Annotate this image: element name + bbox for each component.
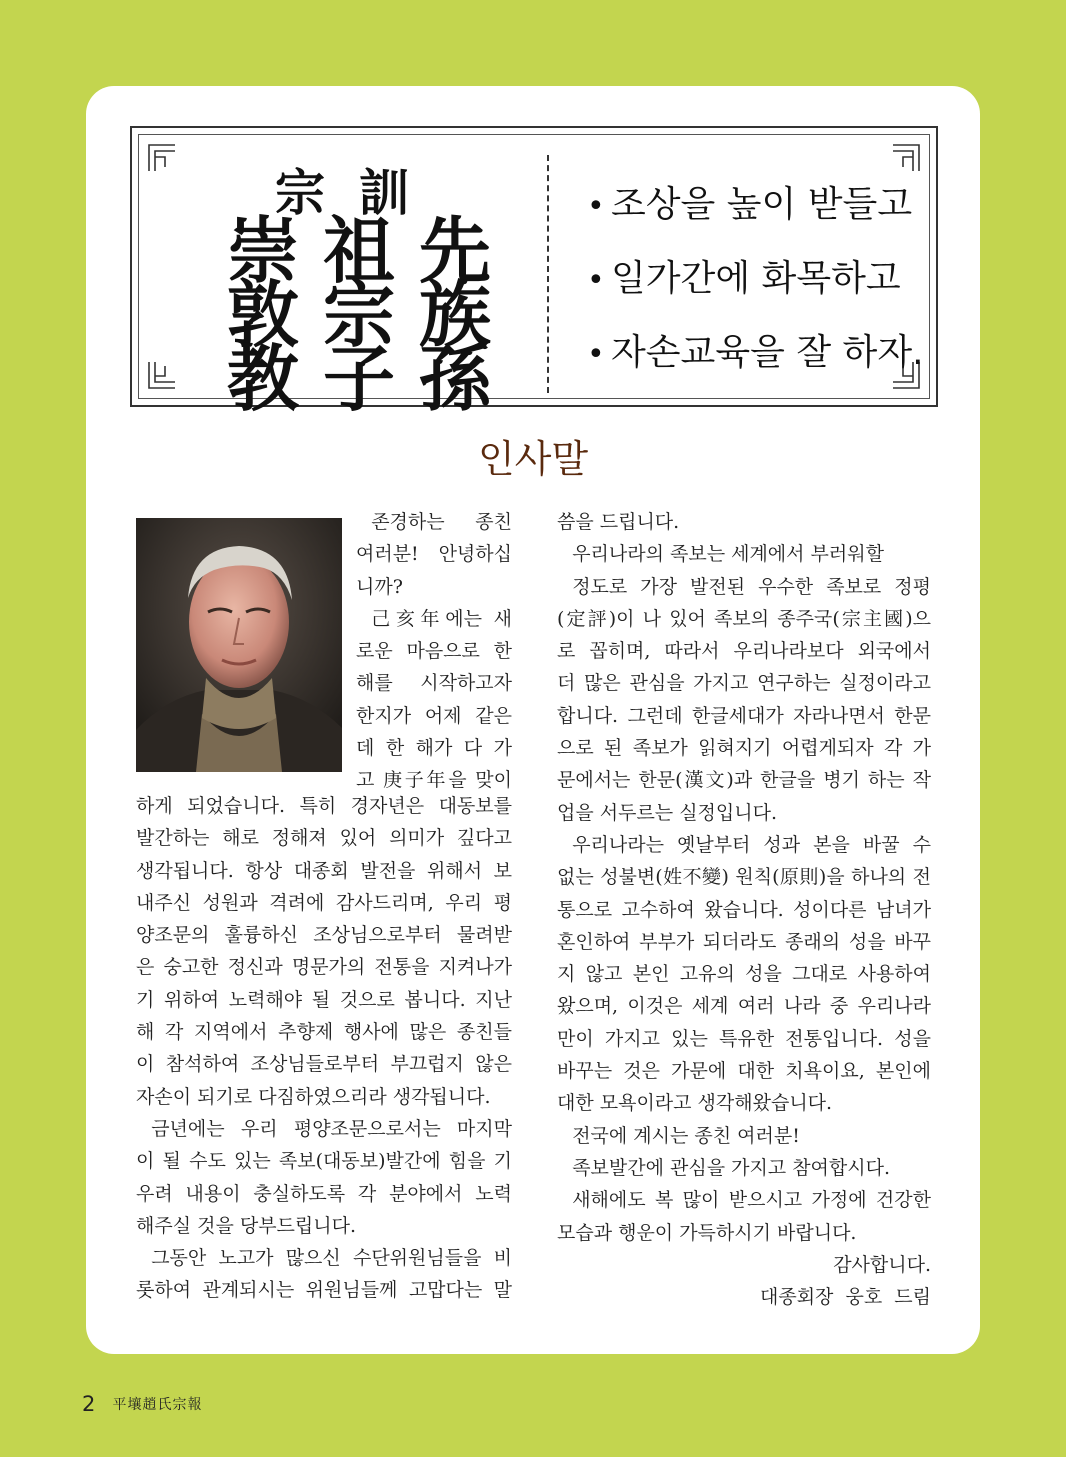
motto-item <box>587 175 924 249</box>
text-line: 전국에 계시는 종친 여러분! <box>572 1124 800 1147</box>
motto-item-text: 자손교육을 잘 하자. <box>611 332 924 373</box>
text-line: 정도로 가장 발전된 우수한 족보로 정평 <box>572 575 931 598</box>
signature: 대종회장 웅호 드림 <box>760 1286 931 1309</box>
text-line: 우리나라의 족보는 세계에서 부러워할 <box>572 543 884 566</box>
text-line: 로 꼽히며, 따라서 우리나라보다 외국에서 <box>557 640 931 663</box>
motto-hanja-row: 敦宗族 <box>227 272 516 357</box>
text-line: 은 숭고한 정신과 명문가의 전통을 지켜나가 <box>136 956 512 979</box>
greeting-column-left-top <box>356 506 512 797</box>
bullet-icon: • <box>587 189 605 224</box>
page-number: 2 <box>82 1392 96 1416</box>
text-line: 해를 시작하고자 <box>356 672 512 695</box>
motto-hanja-row: 教子孫 <box>227 336 516 421</box>
motto-title-hanja: 宗訓 <box>275 163 443 222</box>
text-line: 여러분! 안녕하십 <box>356 543 512 566</box>
text-line: 우려 내용이 충실하도록 각 분야에서 노력 <box>136 1182 512 1205</box>
motto-inner-frame <box>138 134 930 421</box>
text-line: 한지가 어제 같은 <box>356 704 512 727</box>
text-line: 씀을 드립니다. <box>557 511 680 533</box>
text-line: 그동안 노고가 많으신 수단위원님들을 비 <box>151 1247 512 1270</box>
motto-item <box>587 249 924 323</box>
text-line: 통으로 고수하여 왔습니다. 성이다른 남녀가 <box>557 898 931 921</box>
fret-corner-icon <box>147 360 177 390</box>
motto-item-text: 조상을 높이 받들고 <box>611 184 913 225</box>
text-line: 족보발간에 관심을 가지고 참여합시다. <box>572 1156 891 1179</box>
text-line: 고 庚子年을 맞이 <box>356 769 512 792</box>
greeting-column-left-bottom <box>136 790 512 1307</box>
page-footer <box>82 1392 202 1416</box>
greeting-column-right <box>557 506 931 1313</box>
greeting-title: 인사말 <box>477 437 589 481</box>
text-line: (定評)이 나 있어 족보의 종주국(宗主國)으 <box>557 607 931 630</box>
text-line: 지 않고 본인 고유의 성을 그대로 사용하여 <box>557 963 931 986</box>
fret-corner-icon <box>147 143 177 173</box>
motto-item-text: 일가간에 화목하고 <box>611 258 901 299</box>
family-motto-box <box>130 126 938 421</box>
text-line: 로운 마음으로 한 <box>356 640 512 663</box>
text-line: 금년에는 우리 평양조문으로서는 마지막 <box>151 1117 512 1140</box>
text-line: 만이 가지고 있는 특유한 전통입니다. 성을 <box>557 1027 931 1050</box>
text-line: 발간하는 해로 정해져 있어 의미가 깊다고 <box>136 827 512 850</box>
text-line: 바꾸는 것은 가문에 대한 치욕이요, 본인에 <box>557 1060 931 1083</box>
text-line: 해주실 것을 당부드립니다. <box>136 1214 357 1237</box>
motto-list <box>587 175 924 397</box>
text-line: 없는 성불변(姓不變) 원칙(原則)을 하나의 전 <box>557 866 931 889</box>
motto-hanja-row: 崇祖先 <box>227 208 516 293</box>
text-line: 자손이 되기로 다짐하였으리라 생각됩니다. <box>136 1085 491 1108</box>
text-line: 혼인하여 부부가 되더라도 종래의 성을 바꾸 <box>557 930 931 953</box>
portrait-illustration <box>136 518 342 772</box>
text-line: 기 위하여 노력해야 될 것으로 봅니다. 지난 <box>136 988 512 1011</box>
text-line: 하게 되었습니다. 특히 경자년은 대동보를 <box>136 795 512 817</box>
fret-corner-icon <box>891 143 921 173</box>
text-line: 내주신 성원과 격려에 감사드리며, 우리 평 <box>136 891 512 914</box>
text-line: 해 각 지역에서 추향제 행사에 많은 종친들 <box>136 1021 512 1044</box>
text-line: 양조문의 훌륭하신 조상님으로부터 물려받 <box>136 924 512 947</box>
text-line: 우리나라는 옛날부터 성과 본을 바꿀 수 <box>572 833 931 856</box>
text-line: 대한 모욕이라고 생각해왔습니다. <box>557 1092 833 1115</box>
text-line: 새해에도 복 많이 받으시고 가정에 건강한 <box>572 1189 931 1212</box>
text-line: 업을 서두르는 실정입니다. <box>557 801 778 824</box>
text-line: 왔으며, 이것은 세계 여러 나라 중 우리나라 <box>557 995 931 1018</box>
bullet-icon: • <box>587 337 605 372</box>
motto-divider <box>547 155 549 393</box>
text-line: 己亥年에는 새 <box>371 607 512 630</box>
text-line: 니까? <box>356 575 403 598</box>
bullet-icon: • <box>587 263 605 298</box>
publication-name: 平壤趙氏宗報 <box>112 1397 203 1413</box>
text-line: 생각됩니다. 항상 대종회 발전을 위해서 보 <box>136 859 512 882</box>
text-line: 문에서는 한문(漢文)과 한글을 병기 하는 작 <box>557 769 931 792</box>
chairman-portrait <box>136 518 342 772</box>
text-line: 이 참석하여 조상님들로부터 부끄럽지 않은 <box>136 1053 512 1076</box>
text-line: 합니다. 그런데 한글세대가 자라나면서 한문 <box>557 704 931 727</box>
text-line: 롯하여 관계되시는 위원님들께 고맙다는 말 <box>136 1279 512 1302</box>
text-line: 더 많은 관심을 가지고 연구하는 실정이라고 <box>557 672 931 695</box>
text-line: 으로 된 족보가 읽혀지기 어렵게되자 각 가 <box>557 737 931 760</box>
text-line: 데 한 해가 다 가 <box>356 737 512 760</box>
text-line: 존경하는 종친 <box>371 511 512 533</box>
text-line: 모습과 행운이 가득하시기 바랍니다. <box>557 1221 857 1244</box>
text-line: 이 될 수도 있는 족보(대동보)발간에 힘을 기 <box>136 1150 512 1173</box>
closing-text: 감사합니다. <box>833 1253 931 1276</box>
motto-item <box>587 323 924 397</box>
